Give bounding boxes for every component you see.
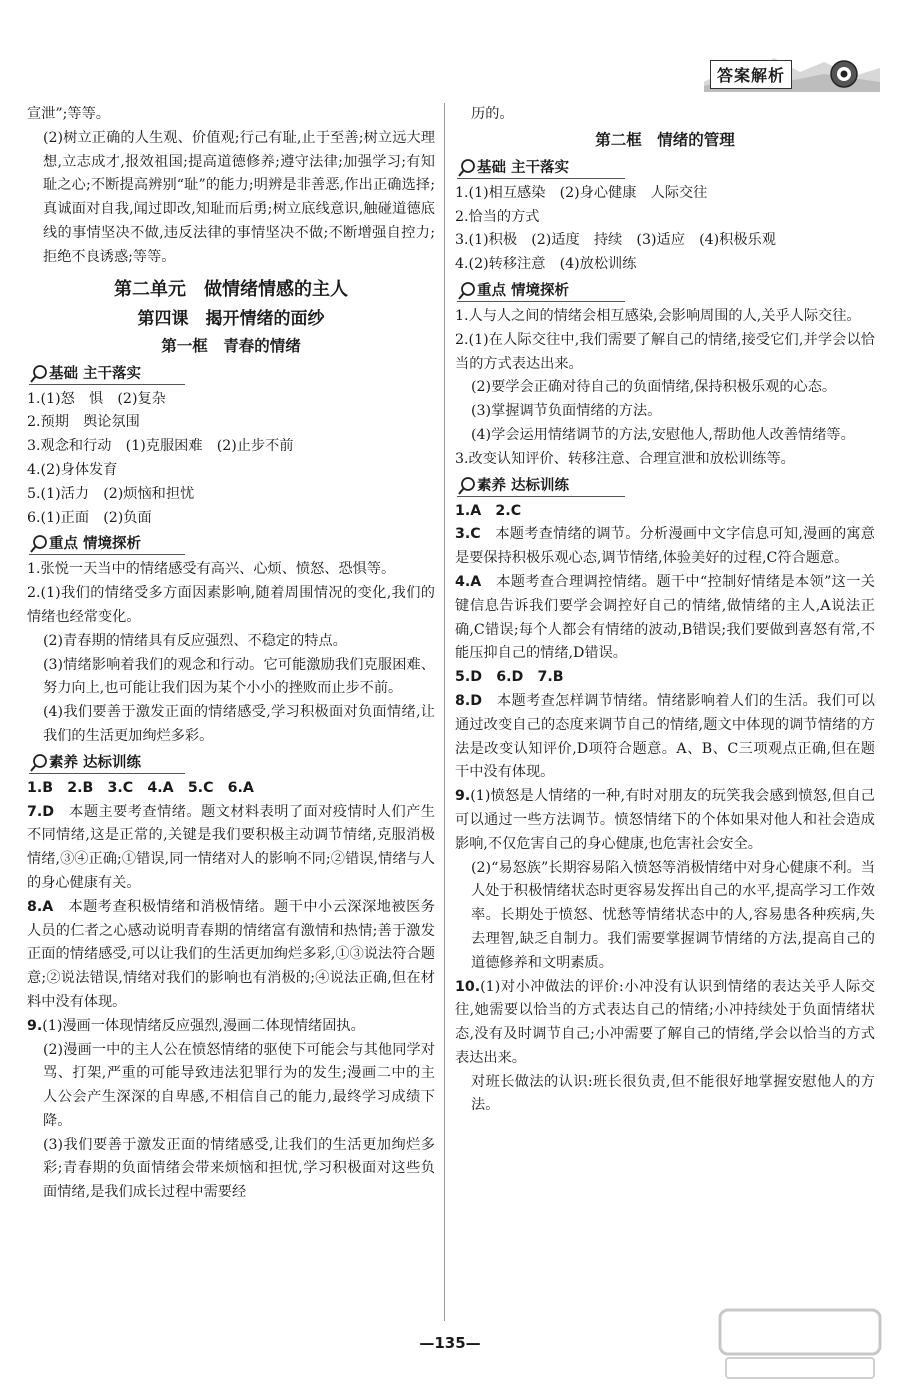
list-item: 1.张悦一天当中的情绪感受有高兴、心烦、愤怒、恐惧等。: [27, 561, 396, 578]
list-item: 1.(1)相互感染 (2)身心健康 人际交往: [455, 184, 708, 201]
magnifier-icon: [457, 158, 477, 178]
section-heading: [27, 533, 435, 555]
magnifier-icon: [29, 753, 49, 773]
right-column: [455, 103, 875, 1118]
answer-item: 4.A 本题考查合理调控情绪。题干中“控制好情绪是本领”这一关键信息告诉我们要学会调控好自己的情绪,做情绪的主人,A说法正确,C错误;每个人都会有情绪的波动,B错误;我们要做到喜怒有常,不能压抑自己的情绪,D错误。: [455, 573, 875, 662]
list-item: (4)我们要善于激发正面的情绪感受,学习积极面对负面情绪,让我们的生活更加绚烂多彩。: [43, 704, 435, 744]
answer-paragraph: (2)“易怒族”长期容易陷入愤怒等消极情绪中对身心健康不利。当人处于积极情绪状态时更容易发挥出自己的水平,提高学习工作效率。长期处于愤怒、忧愁等情绪状态中的人,容易患各种疾病,失去理智,缺乏自制力。我们需要掌握调节情绪的方法,提高自己的道德修养和文明素质。: [471, 859, 875, 971]
watermark-logo-icon: [716, 1306, 884, 1382]
magnifier-icon: [457, 476, 477, 496]
answer-key: 1.B 2.B 3.C 4.A 5.C 6.A: [27, 779, 254, 796]
answer-item: 7.D 本题主要考查情绪。题文材料表明了面对疫情时人们产生不同情绪,这是正常的,关键是我们要积极主动调节情绪,克服消极情绪,③④正确;①错误,同一情绪对人的影响不同;②错误,情绪与人的身心健康有关。: [27, 803, 435, 891]
answer-key: 1.A 2.C: [455, 502, 522, 519]
list-item: (3)情绪影响着我们的观念和行动。它可能激励我们克服困难、努力向上,也可能让我们因为某个小小的挫败而止步不前。: [43, 656, 435, 697]
section-heading-text: 素养 达标训练: [49, 754, 142, 771]
list-item: 2.(1)我们的情绪受多方面因素影响,随着周围情况的变化,我们的情绪也经常变化。: [27, 585, 435, 625]
section-heading: [27, 363, 435, 385]
header-title: 答案解析: [710, 60, 792, 89]
answer-key: 5.D 6.D 7.B: [455, 669, 564, 686]
magnifier-icon: [29, 534, 49, 554]
section-heading: [455, 475, 875, 497]
answer-item: 10.(1)对小冲做法的评价:小冲没有认识到情绪的表达关乎人际交往,她需要以恰当的方式表达自己的情绪;小冲持续处于负面情绪状态,没有及时调节自己;小冲需要了解自己的情绪,学会以恰当的方式表达出来。: [455, 978, 875, 1066]
list-item: 1.人与人之间的情绪会相互感染,会影响周围的人,关乎人际交往。: [455, 307, 861, 324]
answer-paragraph: (3)我们要善于激发正面的情绪感受,让我们的生活更加绚烂多彩;青春期的负面情绪会带来烦恼和担忧,学习积极面对这些负面情绪,是我们成长过程中需要经: [43, 1136, 435, 1201]
answer-item: 8.D 本题考查怎样调节情绪。情绪影响着人们的生活。我们可以通过改变自己的态度来调节自己的情绪,题文中体现的调节情绪的方法是改变认知评价,D项符合题意。A、B、C三项观点正确,但在题干中没有体现。: [455, 692, 875, 781]
list-item: (4)学会运用情绪调节的方法,安慰他人,帮助他人改善情绪等。: [471, 426, 855, 443]
answer-paragraph: (2)漫画一中的主人公在愤怒情绪的驱使下可能会与其他同学对骂、打架,严重的可能导致违法犯罪行为的发生;漫画二中的主人公会产生深深的自卑感,不相信自己的能力,最终学习成绩下降。: [43, 1041, 435, 1129]
lesson-title: 第四课 揭开情绪的面纱: [137, 308, 325, 329]
left-column: [27, 103, 435, 1205]
answer-paragraph: 对班长做法的认识:班长很负责,但不能很好地掌握安慰他人的方法。: [471, 1073, 875, 1114]
column-divider: [444, 103, 445, 1321]
unit-title: 第二单元 做情绪情感的主人: [114, 278, 348, 300]
page-number: —135—: [419, 1334, 481, 1352]
list-item: 2.恰当的方式: [455, 208, 540, 225]
magnifier-icon: [29, 364, 49, 384]
section-heading: [455, 157, 875, 179]
answer-item: 8.A 本题考查积极情绪和消极情绪。题干中小云深深地被医务人员的仁者之心感动说明青春期的情绪富有激情和热情;善于激发正面的情绪感受,可以让我们的生活更加绚烂多彩,①③说法符合题意;②说法错误,情绪对我们的影响也有消极的;④说法正确,但在材料中没有体现。: [27, 898, 435, 1010]
section-heading: [27, 752, 435, 774]
continued-text: 历的。: [471, 106, 514, 122]
list-item: 2.预期 舆论氛围: [27, 414, 140, 431]
section-heading: [455, 280, 875, 302]
answer-item: 9.(1)愤怒是人情绪的一种,有时对朋友的玩笑我会感到愤怒,但自己可以通过一些方法调节。愤怒情绪下的个体如果对他人和社会造成影响,不仅危害自己的身心健康,也危害社会安全。: [455, 788, 875, 852]
intro-line: 宣泄”;等等。: [27, 106, 110, 122]
list-item: 6.(1)正面 (2)负面: [27, 509, 152, 526]
section-heading-text: 重点 情境探析: [49, 536, 142, 553]
list-item: (2)要学会正确对待自己的负面情绪,保持积极乐观的心态。: [471, 379, 837, 396]
list-item: 2.(1)在人际交往中,我们需要了解自己的情绪,接受它们,并学会以恰当的方式表达出来。: [455, 331, 875, 372]
list-item: 1.(1)怒 惧 (2)复杂: [27, 390, 166, 407]
frame-title: 第二框 情绪的管理: [595, 130, 735, 149]
section-heading-text: 基础 主干落实: [49, 365, 142, 382]
list-item: 3.改变认知评价、转移注意、合理宣泄和放松训练等。: [455, 450, 795, 467]
section-heading-text: 重点 情境探析: [477, 282, 570, 299]
magnifier-icon: [457, 281, 477, 301]
answer-item: 9.(1)漫画一体现情绪反应强烈,漫画二体现情绪固执。: [27, 1017, 365, 1034]
header-badge: [704, 52, 880, 92]
section-heading-text: 素养 达标训练: [477, 477, 570, 494]
list-item: 5.(1)活力 (2)烦恼和担忧: [27, 485, 195, 502]
list-item: 4.(2)身体发育: [27, 461, 118, 478]
list-item: 3.观念和行动 (1)克服困难 (2)止步不前: [27, 438, 294, 455]
answer-item: 3.C 本题考查情绪的调节。分析漫画中文字信息可知,漫画的寓意是要保持积极乐观心态,调节情绪,体验美好的过程,C符合题意。: [455, 526, 875, 567]
section-heading-text: 基础 主干落实: [477, 159, 570, 176]
list-item: 3.(1)积极 (2)适度 持续 (3)适应 (4)积极乐观: [455, 232, 776, 249]
frame-title: 第一框 青春的情绪: [161, 336, 301, 355]
list-item: (2)青春期的情绪具有反应强烈、不稳定的特点。: [43, 632, 347, 649]
list-item: 4.(2)转移注意 (4)放松训练: [455, 256, 637, 273]
list-item: (3)掌握调节负面情绪的方法。: [471, 403, 662, 420]
intro-paragraph: (2)树立正确的人生观、价值观;行己有耻,止于至善;树立远大理想,立志成才,报效祖国;提高道德修养;遵守法律;加强学习;有知耻之心;不断提高辨别“耻”的能力;明辨是非善恶,作出正确选择;真诚面对自我,闻过即改,知耻而后勇;树立底线意识,触碰道德底线的事情坚决不做,违反法律的事情坚决不做;不断增强自控力;拒绝不良诱惑;等等。: [43, 129, 435, 265]
